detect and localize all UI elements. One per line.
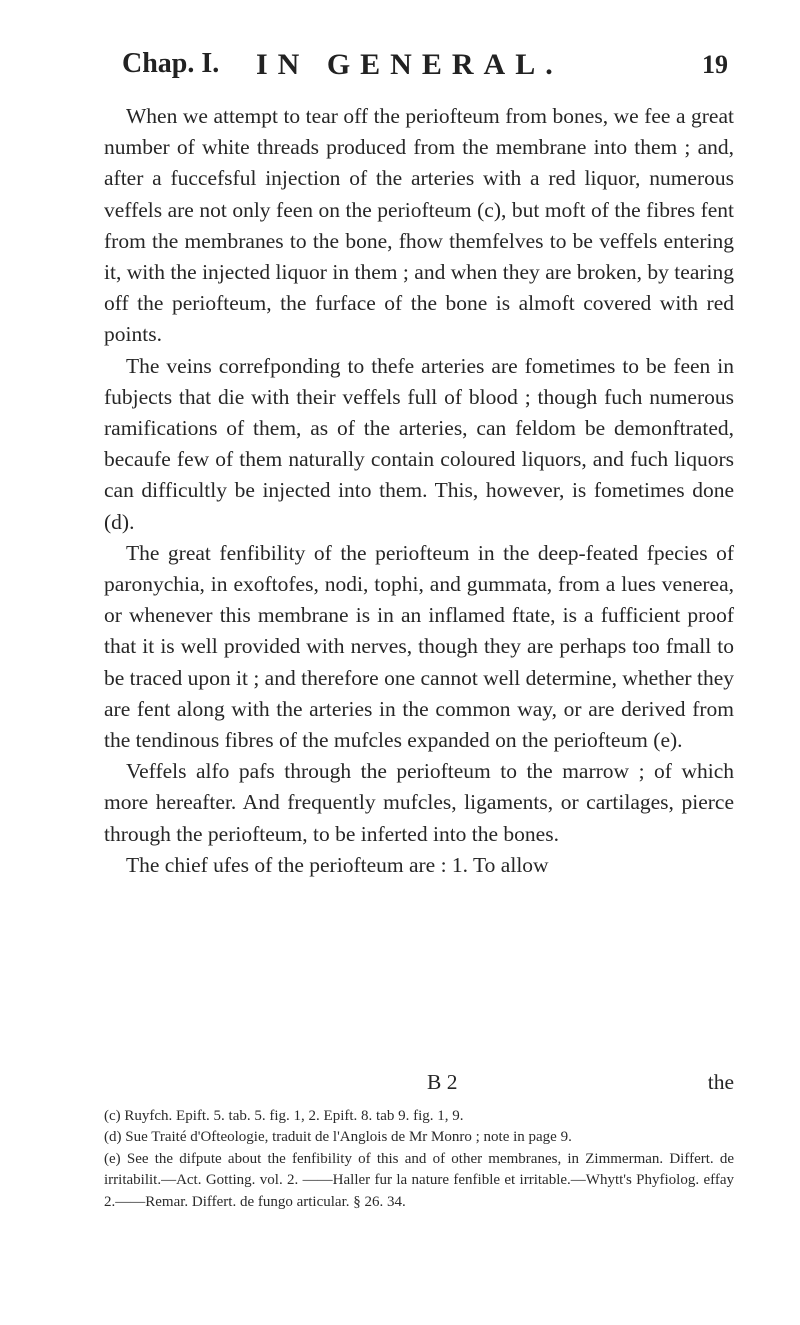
chapter-label: Chap. I.	[122, 48, 220, 79]
running-title: IN GENERAL.	[256, 48, 563, 81]
catchword: the	[707, 1070, 734, 1094]
page-number: 19	[702, 50, 728, 79]
catchline	[104, 1070, 734, 1100]
paragraph: The veins correfponding to thefe arteries are fometimes to be feen in fubjects that die with their veffels full of blood ; though fuch numerous ramifications of them, as of the arteries, can feldom be demonftrated, becaufe few of them naturally contain coloured liquors, and fuch liquors can difficultly be injected into them. This, however, is fometimes done (d).	[104, 353, 734, 534]
paragraph: The chief ufes of the periofteum are : 1. To allow	[126, 852, 549, 877]
footnote: (e) See the difpute about the fenfibility of this and of other membranes, in Zimmerman. Differt. de irritabilit.—Act. Gotting. vol. 2. ——Haller fur la nature fenfible et irritable.—Whytt's Phyfiolog. effay 2.——Remar. Differt. de fungo articular. § 26. 34.	[104, 1150, 734, 1210]
paragraph: When we attempt to tear off the periofteum from bones, we fee a great number of white threads produced from the membrane into them ; and, after a fuccefsful injection of the arteries with a red liquor, numerous veffels are not only feen on the periofteum (c), but moft of the fibres fent from the membranes to the bone, fhow themfelves to be veffels entering it, with the injected liquor in them ; and when they are broken, by tearing off the periofteum, the furface of the bone is almoft covered with red points.	[104, 104, 734, 347]
footnote: (c) Ruyfch. Epift. 5. tab. 5. fig. 1, 2. Epift. 8. tab 9. fig. 1, 9.	[104, 1108, 464, 1124]
body-text	[104, 101, 734, 881]
signature-mark: B 2	[427, 1070, 458, 1094]
paragraph: Veffels alfo pafs through the periofteum to the marrow ; of which more hereafter. And frequently mufcles, ligaments, or cartilages, pierce through the periofteum, to be inferted into the bones.	[104, 759, 734, 846]
running-header	[122, 48, 728, 88]
footnotes	[104, 1106, 734, 1213]
paragraph: The great fenfibility of the periofteum in the deep-feated fpecies of paronychia, in exoftofes, nodi, tophi, and gummata, from a lues venerea, or whenever this membrane is in an inflamed ftate, is a fufficient proof that it is well provided with nerves, though they are perhaps too fmall to be traced upon it ; and therefore one cannot well determine, whether they are fent along with the arteries in the common way, or are derived from the tendinous fibres of the mufcles expanded on the periofteum (e).	[104, 540, 734, 753]
footnote: (d) Sue Traité d'Ofteologie, traduit de l'Anglois de Mr Monro ; note in page 9.	[104, 1129, 572, 1146]
